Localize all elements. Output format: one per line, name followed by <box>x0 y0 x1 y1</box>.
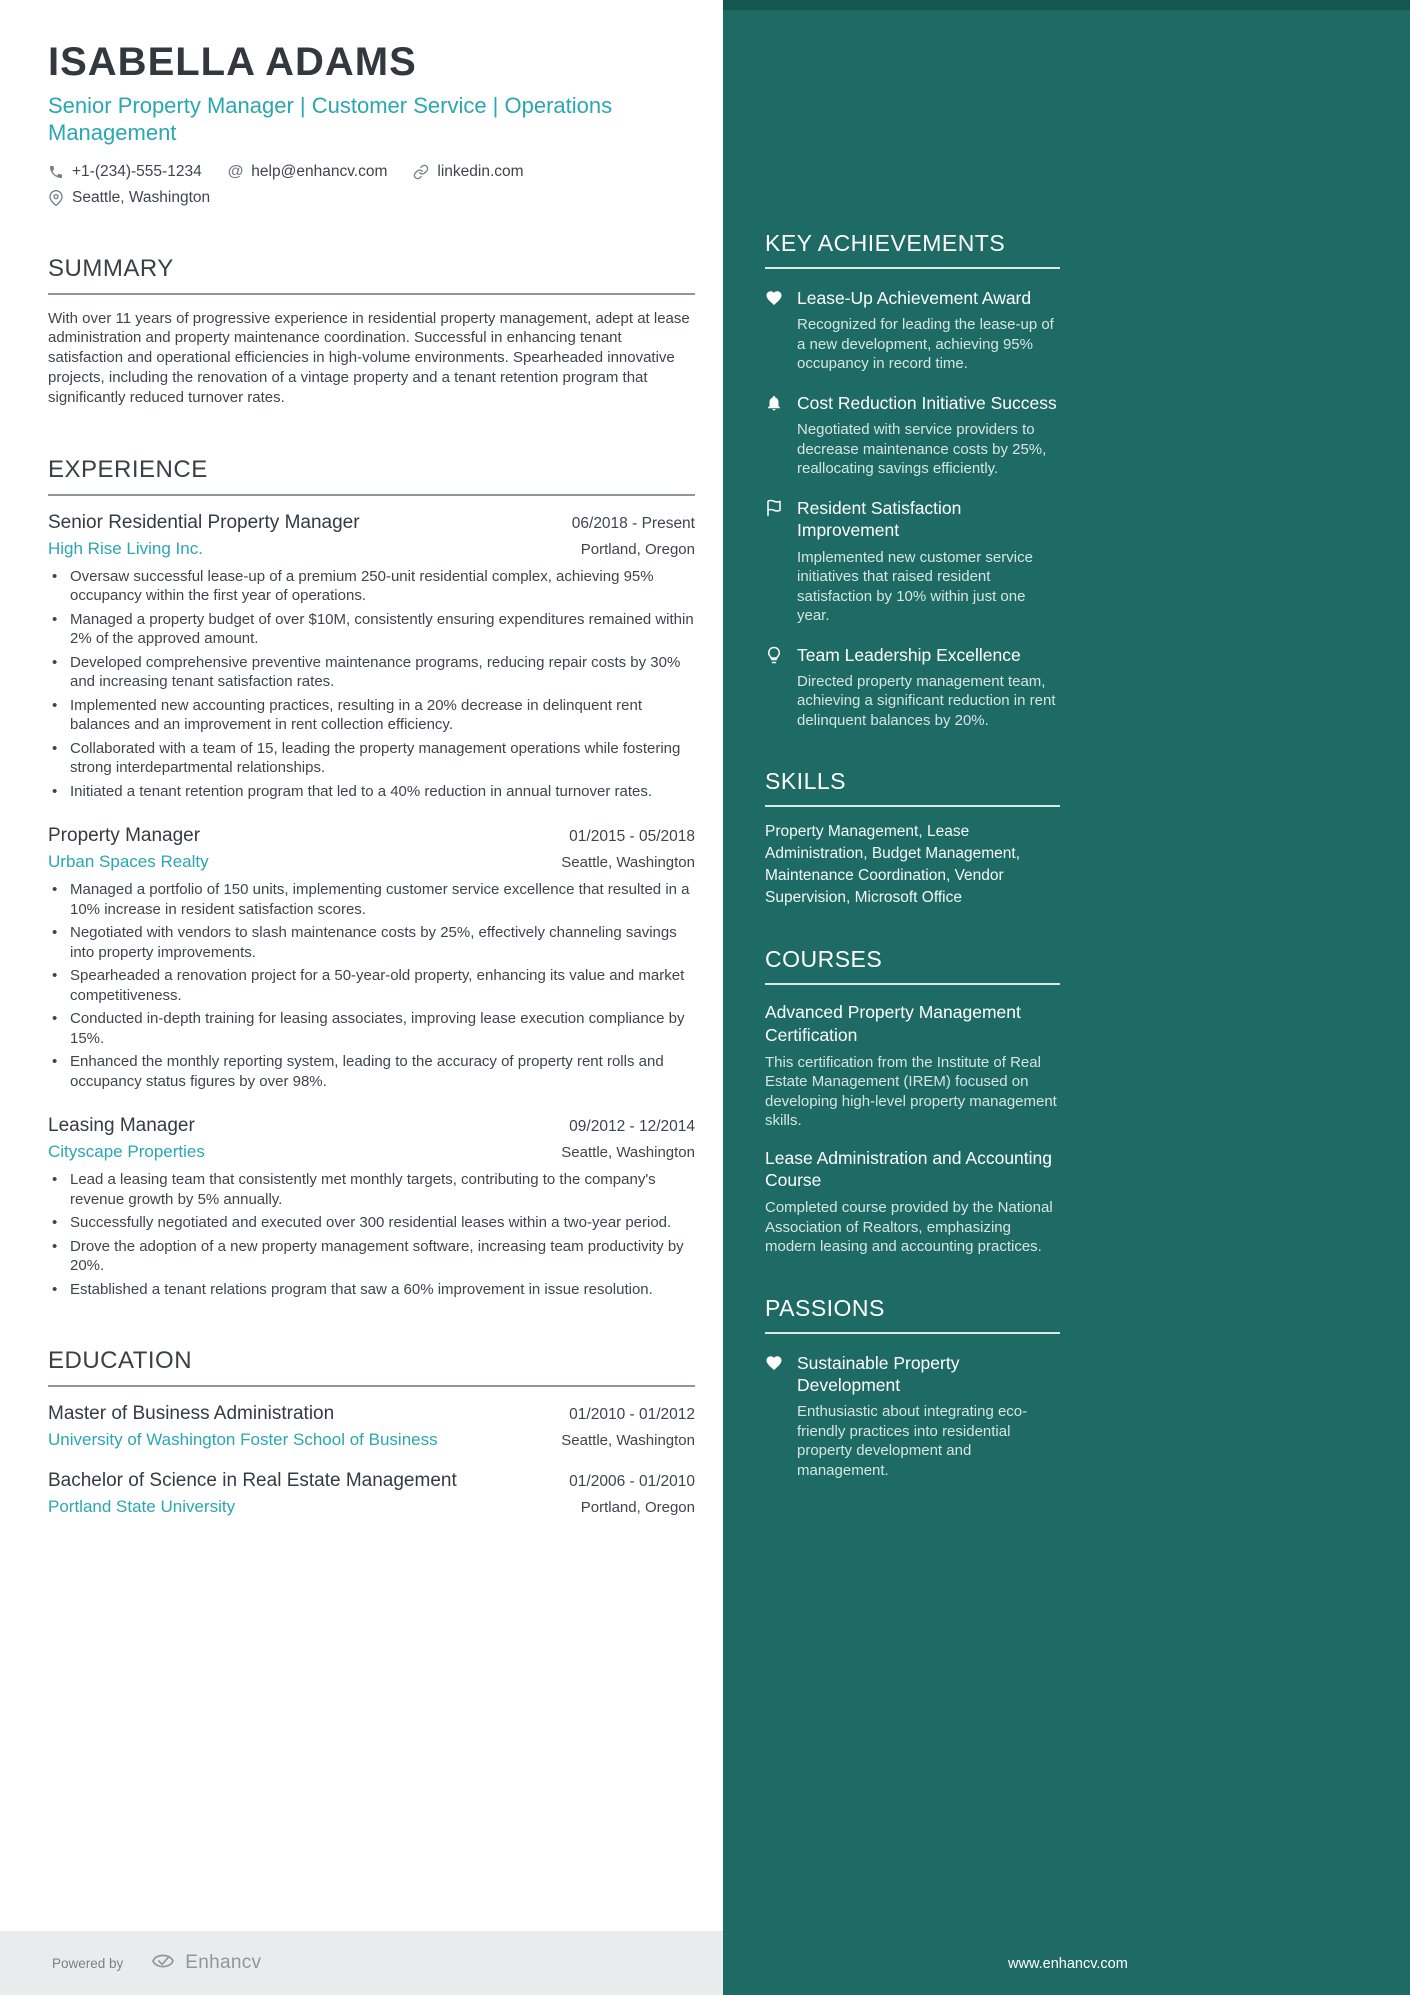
summary-text: With over 11 years of progressive experience in residential property management, adept at lease administration and property maintenance coordination. Successful in enhancing tenant satisfaction and operational efficiencies in high-volume environments. Spearheaded innovative projects, including the renovation of a vintage property and a tenant retention program that significantly reduced turnover rates. <box>48 309 690 406</box>
bullet-item: • Collaborated with a team of 15, leading the property management operations while fostering strong interdepartmental relationships. <box>48 739 695 778</box>
education-location: Seattle, Washington <box>561 1432 695 1450</box>
education-entry <box>48 1403 695 1450</box>
bullet-item: • Initiated a tenant retention program that led to a 40% reduction in annual turnover rates. <box>48 782 695 802</box>
course-text: This certification from the Institute of Real Estate Management (IREM) focused on developing high-level property management skills. <box>765 1053 1057 1130</box>
location-contact <box>48 189 210 207</box>
sidebar <box>723 0 1410 1995</box>
summary-heading: SUMMARY <box>48 255 695 295</box>
experience-entry <box>48 825 695 1091</box>
achievements-section <box>765 230 1060 730</box>
email-contact[interactable] <box>228 163 388 181</box>
flag-icon <box>765 497 785 626</box>
achievement-title: Team Leadership Excellence <box>797 644 1021 665</box>
job-bullets <box>48 880 695 1091</box>
heart-icon <box>765 1352 785 1481</box>
courses-heading: COURSES <box>765 946 1060 985</box>
summary-section <box>48 255 695 408</box>
education-dates: 01/2006 - 01/2010 <box>569 1473 695 1491</box>
headline: Senior Property Manager | Customer Service | Operations Management <box>48 93 613 145</box>
phone-icon <box>48 164 64 180</box>
bullet-item: • Managed a portfolio of 150 units, implementing customer service excellence that resulted in a 10% increase in resident satisfaction scores. <box>48 880 695 919</box>
bullet-item: • Negotiated with vendors to slash maintenance costs by 25%, effectively channeling savings into property improvements. <box>48 923 695 962</box>
passion-text: Enthusiastic about integrating eco-friendly practices into residential property development and management. <box>797 1403 1028 1479</box>
phone-contact <box>48 163 202 181</box>
email-address: help@enhancv.com <box>251 162 388 180</box>
achievement-title: Cost Reduction Initiative Success <box>797 392 1057 413</box>
footer-bar <box>0 1931 723 1995</box>
enhancv-wordmark: Enhancv <box>185 1952 262 1973</box>
achievement-item <box>765 644 1060 731</box>
achievements-heading: KEY ACHIEVEMENTS <box>765 230 1060 269</box>
skills-heading: SKILLS <box>765 768 1060 807</box>
experience-heading: EXPERIENCE <box>48 456 695 496</box>
passion-item <box>765 1352 1060 1481</box>
company-name: Cityscape Properties <box>48 1142 205 1162</box>
bell-icon <box>765 392 785 479</box>
job-location: Seattle, Washington <box>561 1144 695 1162</box>
degree-title: Master of Business Administration <box>48 1403 335 1425</box>
achievement-item <box>765 392 1060 479</box>
main-column <box>0 0 723 1517</box>
achievement-text: Negotiated with service providers to decrease maintenance costs by 25%, reallocating savings efficiently. <box>797 421 1047 478</box>
bullet-item: • Implemented new accounting practices, resulting in a 20% decrease in delinquent rent balances and an improvement in rent collection efficiency. <box>48 696 695 735</box>
school-name: University of Washington Foster School of Business <box>48 1430 438 1450</box>
job-dates: 01/2015 - 05/2018 <box>569 828 695 846</box>
passions-section <box>765 1295 1060 1481</box>
course-title: Lease Administration and Accounting Course <box>765 1147 1052 1191</box>
job-title: Senior Residential Property Manager <box>48 511 360 533</box>
powered-by-label: Powered by <box>52 1955 124 1971</box>
at-icon: @ <box>227 162 244 180</box>
skills-section <box>765 768 1060 908</box>
passions-heading: PASSIONS <box>765 1295 1060 1334</box>
job-title: Property Manager <box>48 825 201 847</box>
resume-header <box>48 40 695 207</box>
job-bullets <box>48 1170 695 1299</box>
enhancv-brand <box>149 1951 261 1976</box>
course-item <box>765 1001 1060 1131</box>
education-entry <box>48 1470 695 1517</box>
course-item <box>765 1147 1060 1257</box>
job-location: Seattle, Washington <box>561 854 695 872</box>
degree-title: Bachelor of Science in Real Estate Management <box>48 1470 457 1492</box>
bullet-item: • Developed comprehensive preventive maintenance programs, reducing repair costs by 30% and increasing tenant satisfaction rates. <box>48 653 695 692</box>
job-location: Portland, Oregon <box>580 540 695 558</box>
phone-number: +1-(234)-555-1234 <box>72 162 202 180</box>
passion-title: Sustainable Property Development <box>797 1352 960 1396</box>
achievement-item <box>765 287 1060 374</box>
location-icon <box>48 190 64 206</box>
achievement-text: Directed property management team, achieving a significant reduction in rent delinquent balances by 20%. <box>797 672 1056 729</box>
bullet-item: • Managed a property budget of over $10M, consistently ensuring expenditures remained within 2% of the approved amount. <box>48 610 695 649</box>
candidate-name: ISABELLA ADAMS <box>48 40 417 84</box>
bullet-item: • Established a tenant relations program that saw a 60% improvement in issue resolution. <box>48 1280 695 1300</box>
achievement-title: Lease-Up Achievement Award <box>797 288 1032 308</box>
education-dates: 01/2010 - 01/2012 <box>569 1406 695 1424</box>
footer-url[interactable]: www.enhancv.com <box>1008 1956 1128 1972</box>
experience-entry <box>48 512 695 802</box>
bullet-item: • Enhanced the monthly reporting system, leading to the accuracy of property rent rolls and occupancy status figures by over 98%. <box>48 1052 695 1091</box>
experience-entry <box>48 1115 695 1299</box>
education-location: Portland, Oregon <box>580 1499 695 1517</box>
job-dates: 06/2018 - Present <box>571 514 695 532</box>
linkedin-url: linkedin.com <box>437 162 524 180</box>
achievement-text: Implemented new customer service initiatives that raised resident satisfaction by 10% within just one year. <box>797 548 1033 625</box>
company-name: High Rise Living Inc. <box>48 538 203 558</box>
heart-icon <box>765 287 785 374</box>
experience-section <box>48 456 695 1300</box>
contact-row <box>48 163 695 181</box>
course-title: Advanced Property Management Certification <box>765 1002 1021 1045</box>
skills-list: Property Management, Lease Administration, Budget Management, Maintenance Coordination, Vendor Supervision, Microsoft Office <box>765 823 1021 906</box>
bullet-item: • Oversaw successful lease-up of a premium 250-unit residential complex, achieving 95% occupancy within the first year of operations. <box>48 567 695 606</box>
bullet-item: • Drove the adoption of a new property management software, increasing team productivity by 20%. <box>48 1237 695 1276</box>
bullet-item: • Conducted in-depth training for leasing associates, improving lease execution compliance by 15%. <box>48 1009 695 1048</box>
location-text: Seattle, Washington <box>72 188 211 206</box>
courses-section <box>765 946 1060 1257</box>
job-dates: 09/2012 - 12/2014 <box>569 1118 695 1136</box>
education-heading: EDUCATION <box>48 1347 695 1387</box>
education-section <box>48 1347 695 1517</box>
bulb-icon <box>765 644 785 731</box>
job-title: Leasing Manager <box>48 1115 195 1137</box>
linkedin-contact[interactable] <box>413 163 523 181</box>
achievement-text: Recognized for leading the lease-up of a new development, achieving 95% occupancy in record time. <box>797 316 1054 373</box>
company-name: Urban Spaces Realty <box>48 852 209 872</box>
bullet-item: • Successfully negotiated and executed over 300 residential leases within a two-year period. <box>48 1213 695 1233</box>
bullet-item: • Lead a leasing team that consistently met monthly targets, contributing to the company's revenue growth by 5% annually. <box>48 1170 695 1209</box>
course-text: Completed course provided by the National Association of Realtors, emphasizing modern leasing and accounting practices. <box>765 1199 1053 1256</box>
link-icon <box>413 164 429 180</box>
achievement-item <box>765 497 1060 626</box>
bullet-item: • Spearheaded a renovation project for a 50-year-old property, enhancing its value and market competitiveness. <box>48 966 695 1005</box>
enhancv-logo-icon <box>149 1951 177 1976</box>
job-bullets <box>48 567 695 802</box>
achievement-title: Resident Satisfaction Improvement <box>797 497 962 541</box>
location-row <box>48 189 695 207</box>
school-name: Portland State University <box>48 1497 236 1517</box>
